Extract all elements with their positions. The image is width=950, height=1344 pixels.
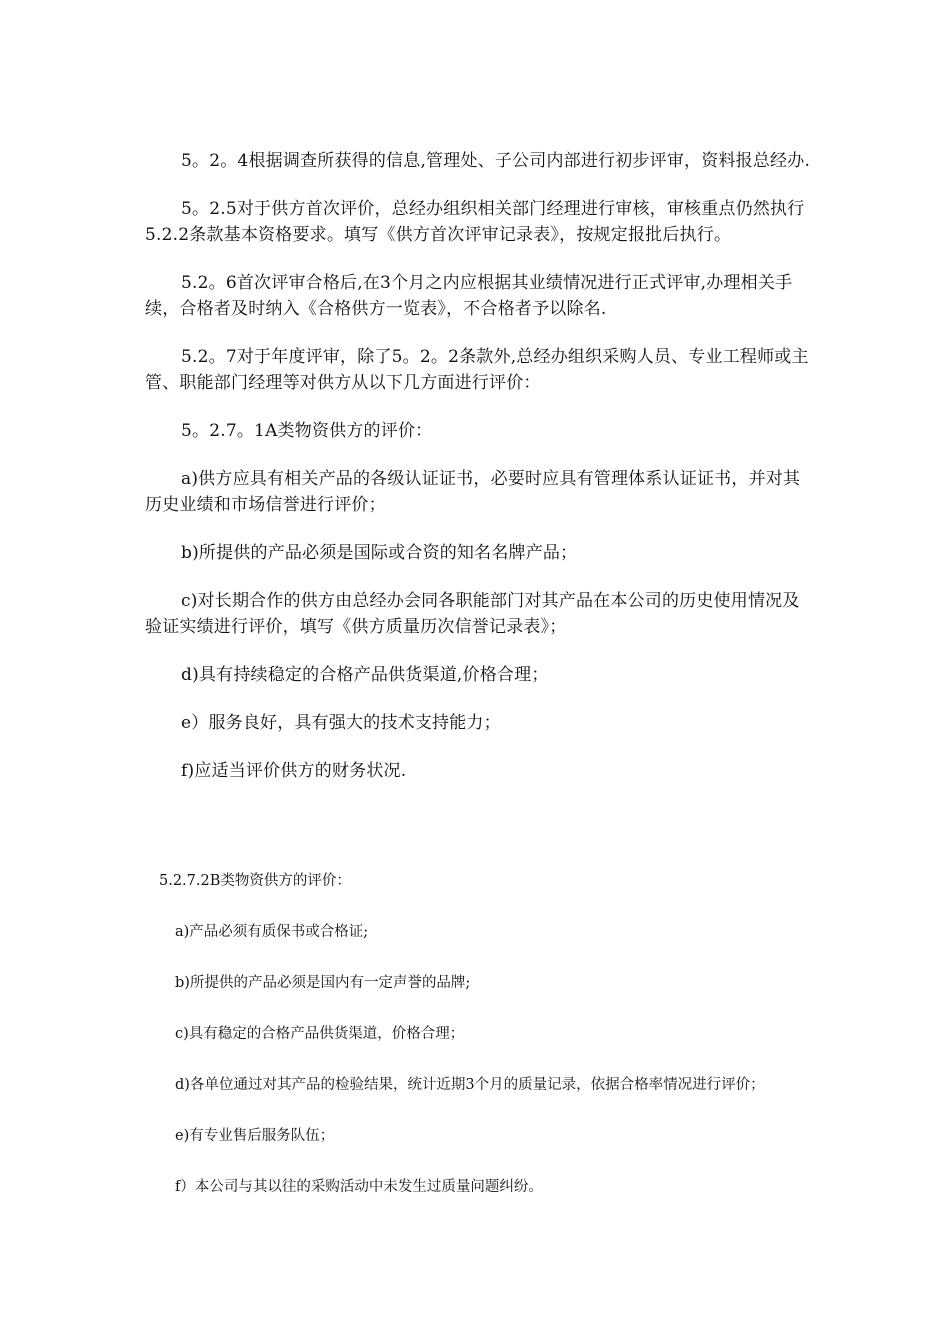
class-a-item-d: d)具有持续稳定的合格产品供货渠道,价格合理；	[181, 665, 549, 685]
class-b-item-a: a)产品必须有质保书或合格证;	[175, 924, 369, 940]
class-b-item-d: d)各单位通过对其产品的检验结果，统计近期3个月的质量记录，依据合格率情况进行评价；	[175, 1077, 765, 1093]
clause-5-2-7-2-heading: 5.2.7.2B类物资供方的评价：	[159, 873, 351, 889]
class-a-item-f: f)应适当评价供方的财务状况.	[181, 761, 407, 781]
clause-5-2-5: 5。2.5对于供方首次评价，总经办组织相关部门经理进行审核，审核重点仍然执行5.2.2条款基本资格要求。填写《供方首次评审记录表》，按规定报批后执行。	[145, 199, 805, 245]
clause-5-2-7: 5.2。7对于年度评审，除了5。2。2条款外,总经办组织采购人员、专业工程师或主管、职能部门经理等对供方从以下几方面进行评价：	[145, 347, 809, 393]
supplier-evaluation-section-a	[145, 148, 813, 806]
class-b-item-b: b)所提供的产品必须是国内有一定声誉的品牌;	[175, 975, 471, 991]
class-b-item-c: c)具有稳定的合格产品供货渠道，价格合理；	[175, 1026, 465, 1042]
class-b-item-f: f）本公司与其以往的采购活动中未发生过质量问题纠纷。	[175, 1179, 543, 1195]
clause-5-2-6: 5.2。6首次评审合格后,在3个月之内应根据其业绩情况进行正式评审,办理相关手续，合格者及时纳入《合格供方一览表》，不合格者予以除名.	[145, 273, 793, 319]
class-a-item-c: c)对长期合作的供方由总经办会同各职能部门对其产品在本公司的历史使用情况及验证实绩进行评价，填写《供方质量历次信誉记录表》；	[145, 591, 800, 637]
class-a-item-a: a)供方应具有相关产品的各级认证证书，必要时应具有管理体系认证证书，并对其历史业绩和市场信誉进行评价；	[145, 469, 801, 515]
clause-5-2-4: 5。2。4根据调查所获得的信息,管理处、子公司内部进行初步评审，资料报总经办.	[181, 151, 811, 171]
class-b-item-e: e)有专业售后服务队伍；	[175, 1128, 335, 1144]
clause-5-2-7-1-heading: 5。2.7。1A类物资供方的评价：	[181, 421, 433, 441]
class-a-item-e: e）服务良好，具有强大的技术支持能力；	[181, 713, 501, 733]
class-a-item-b: b)所提供的产品必须是国际或合资的知名名牌产品；	[181, 543, 578, 563]
supplier-evaluation-section-b	[147, 869, 813, 1226]
